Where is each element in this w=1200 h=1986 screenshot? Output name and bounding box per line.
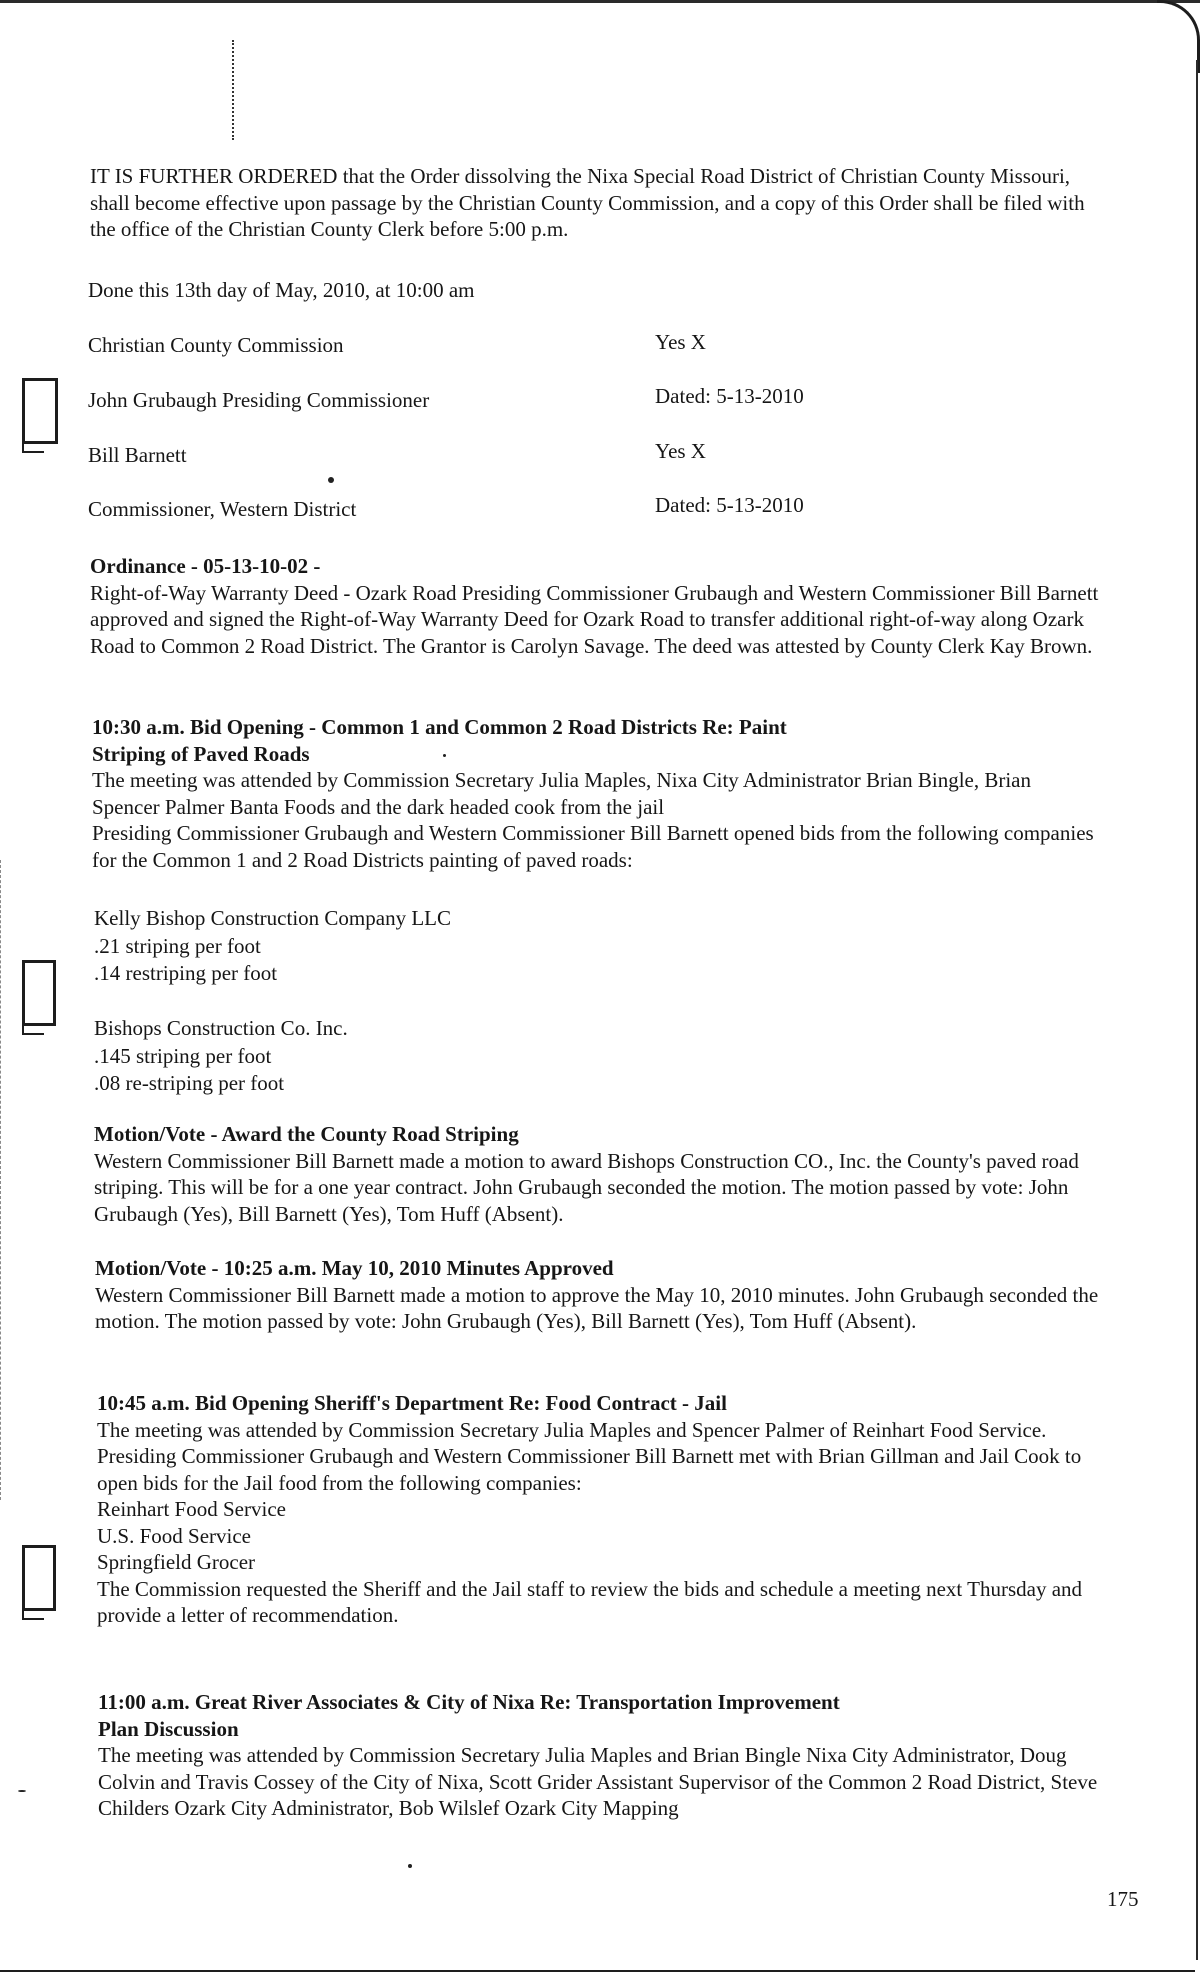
- motion-striping-heading: Motion/Vote - Award the County Road Striping: [94, 1122, 519, 1146]
- margin-checkbox: [22, 378, 58, 444]
- scan-speck: [328, 477, 334, 483]
- bid-striping-heading: 10:30 a.m. Bid Opening - Common 1 and Common 2 Road Districts Re: Paint: [92, 715, 787, 739]
- order-paragraph: [90, 163, 1100, 243]
- motion-minutes-heading: Motion/Vote - 10:25 a.m. May 10, 2010 Minutes Approved: [95, 1256, 614, 1280]
- motion-striping-section: [94, 1121, 1104, 1227]
- bid-food-attendance: The meeting was attended by Commission Secretary Julia Maples and Spencer Palmer of Reinhart Food Service.: [97, 1417, 1047, 1442]
- bid-food-company-3: Springfield Grocer: [97, 1550, 256, 1574]
- signature-left-3: Bill Barnett: [88, 443, 187, 467]
- bid-striping-opened: Presiding Commissioner Grubaugh and Western Commissioner Bill Barnett opened bids from the following companies for the Common 1 and 2 Road Districts painting of paved roads:: [92, 821, 1094, 872]
- bid-food-heading: 10:45 a.m. Bid Opening Sheriff's Department Re: Food Contract - Jail: [97, 1391, 727, 1415]
- scan-edge-right: [1196, 60, 1198, 1960]
- scan-speck-line: [232, 40, 234, 140]
- bid-striping-section: [92, 714, 1102, 873]
- bid-striping-subheading: Striping of Paved Roads: [92, 741, 310, 766]
- scan-edge-top: [0, 0, 1200, 3]
- signature-right-2: Dated: 5-13-2010: [655, 384, 804, 408]
- scan-edge-left: [0, 860, 1, 1500]
- bidder-1-name: Kelly Bishop Construction Company LLC: [94, 906, 451, 930]
- scan-speck: [408, 1864, 412, 1868]
- bidder-2-striping: .145 striping per foot: [94, 1043, 272, 1068]
- margin-checkbox: [22, 1545, 56, 1611]
- signature-right-4: Dated: 5-13-2010: [655, 493, 804, 517]
- margin-checkbox: [22, 960, 56, 1026]
- bidder-2-restriping: .08 re-striping per foot: [94, 1071, 285, 1095]
- bid-striping-attendance: The meeting was attended by Commission Secretary Julia Maples, Nixa City Administrator Brian Bingle, Brian Spencer Palmer Banta Foods and the dark headed cook from the jail: [92, 768, 1032, 819]
- bid-food-section: [97, 1390, 1107, 1629]
- motion-minutes-body: Western Commissioner Bill Barnett made a motion to approve the May 10, 2010 minutes. John Grubaugh seconded the motion. The motion passed by vote: John Grubaugh (Yes), Bill Barnett (Yes), Tom Huff (Absent).: [95, 1282, 1099, 1333]
- transportation-body: The meeting was attended by Commission Secretary Julia Maples and Brian Bingle Nixa City Administrator, Doug Colvin and Travis Cossey of the City of Nixa, Scott Grider Assistant Supervisor of the Common 2 Road District, Steve Childers Ozark City Administrator, Bob Wilslef Ozark City Mapping: [98, 1743, 1098, 1820]
- ordinance-section: [90, 553, 1100, 659]
- bidder-1: [94, 905, 1104, 988]
- scan-page-corner: [1157, 0, 1200, 73]
- bid-food-opened: Presiding Commissioner Grubaugh and Western Commissioner Bill Barnett met with Brian Gillman and Jail Cook to open bids for the Jail food from the following companies:: [97, 1444, 1082, 1495]
- done-line: Done this 13th day of May, 2010, at 10:00 am: [88, 278, 475, 302]
- signature-left-2: John Grubaugh Presiding Commissioner: [88, 388, 430, 412]
- ordinance-body: Right-of-Way Warranty Deed - Ozark Road Presiding Commissioner Grubaugh and Western Commissioner Bill Barnett approved and signed the Right-of-Way Warranty Deed for Ozark Road to transfer additional right-of-way along Ozark Road to Common 2 Road District. The Grantor is Carolyn Savage. The deed was attested by County Clerk Kay Brown.: [90, 580, 1099, 658]
- scan-speck: [18, 1790, 26, 1792]
- page-number: 175: [1107, 1887, 1139, 1911]
- bid-food-company-2: U.S. Food Service: [97, 1523, 251, 1548]
- transportation-heading: 11:00 a.m. Great River Associates & City of Nixa Re: Transportation Improvement: [98, 1690, 840, 1714]
- bid-food-company-1: Reinhart Food Service: [97, 1497, 286, 1521]
- motion-minutes-section: [95, 1255, 1105, 1335]
- signature-right-3: Yes X: [655, 439, 706, 463]
- transportation-section: [98, 1689, 1108, 1822]
- scan-edge-bottom: [0, 1970, 1195, 1972]
- transportation-subheading: Plan Discussion: [98, 1716, 239, 1741]
- bidder-2-name: Bishops Construction Co. Inc.: [94, 1016, 348, 1040]
- bidder-1-striping: .21 striping per foot: [94, 933, 261, 958]
- signature-left-4: Commissioner, Western District: [88, 497, 357, 521]
- ordinance-heading: Ordinance - 05-13-10-02 -: [90, 554, 321, 578]
- order-paragraph-text: IT IS FURTHER ORDERED that the Order dissolving the Nixa Special Road District of Christian County Missouri, shall become effective upon passage by the Christian County Commission, and a copy of this Order shall be filed with the office of the Christian County Clerk before 5:00 p.m.: [90, 164, 1085, 241]
- signature-right-1: Yes X: [655, 330, 706, 354]
- motion-striping-body: Western Commissioner Bill Barnett made a motion to award Bishops Construction CO., Inc. the County's paved road striping. This will be for a one year contract. John Grubaugh seconded the motion. The motion passed by vote: John Grubaugh (Yes), Bill Barnett (Yes), Tom Huff (Absent).: [94, 1148, 1079, 1226]
- bidder-2: [94, 1015, 1104, 1098]
- bid-food-request: The Commission requested the Sheriff and the Jail staff to review the bids and schedule a meeting next Thursday and provide a letter of recommendation.: [97, 1576, 1083, 1627]
- signature-left-1: Christian County Commission: [88, 333, 344, 357]
- bidder-1-restriping: .14 restriping per foot: [94, 961, 278, 985]
